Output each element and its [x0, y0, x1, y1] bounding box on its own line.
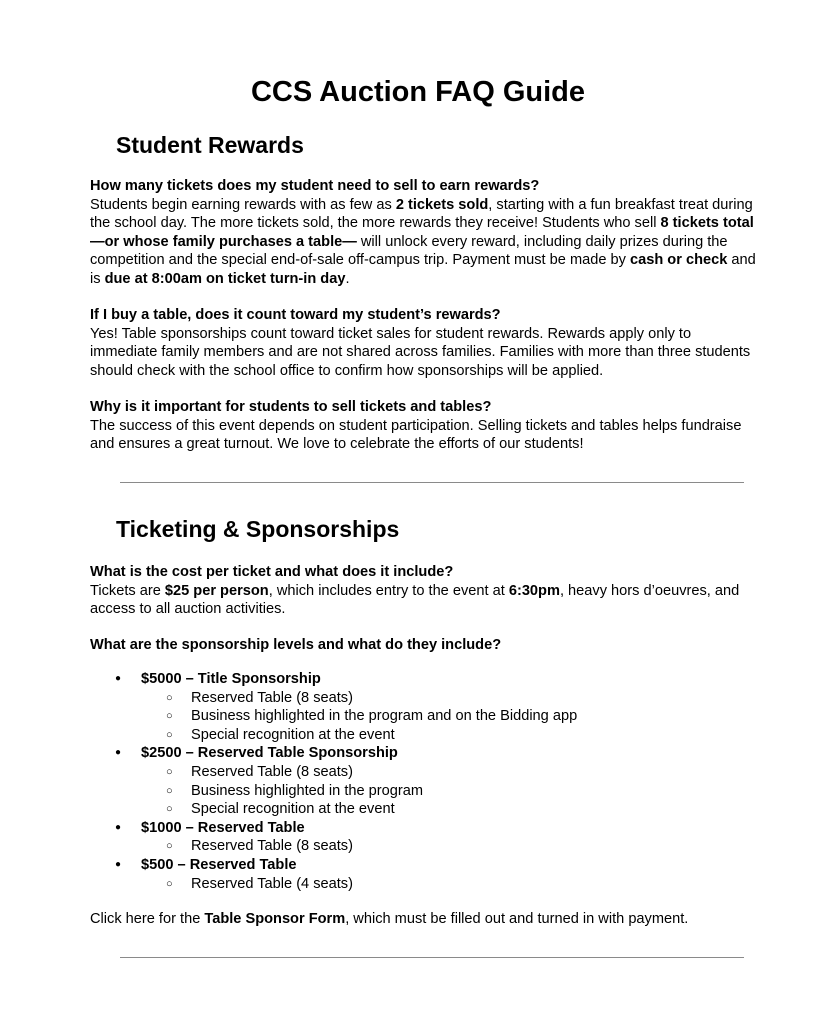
sponsorship-benefit: ○ Reserved Table (8 seats): [90, 763, 760, 782]
sponsorship-benefit: ○ Reserved Table (8 seats): [90, 689, 760, 708]
note-text: Click here for the: [90, 911, 205, 927]
faq-item: [90, 398, 760, 454]
sponsorship-benefit: ○ Reserved Table (8 seats): [90, 837, 760, 856]
note-text: , which must be filled out and turned in with payment.: [345, 911, 689, 927]
answer-text: .: [345, 270, 350, 287]
sponsorship-level: ● $2500 – Reserved Table Sponsorship: [90, 744, 760, 763]
section-heading-student-rewards: Student Rewards: [116, 132, 304, 158]
answer-text: Students begin earning rewards with as few as: [90, 196, 396, 213]
sponsorship-level: ● $1000 – Reserved Table: [90, 819, 760, 838]
sponsorship-benefit: ○ Reserved Table (4 seats): [90, 875, 760, 894]
sponsorship-benefit: ○ Special recognition at the event: [90, 800, 760, 819]
answer-text: Tickets are: [90, 582, 165, 599]
faq-question: What is the cost per ticket and what does it include?: [90, 564, 454, 580]
sponsorship-benefit: ○ Business highlighted in the program and on the Bidding app: [90, 707, 760, 726]
sponsorship-level: ● $500 – Reserved Table: [90, 856, 760, 875]
sponsorship-level: ● $5000 – Title Sponsorship: [90, 670, 760, 689]
faq-answer: [90, 582, 760, 619]
faq-question: What are the sponsorship levels and what do they include?: [90, 637, 502, 653]
answer-text: , heavy hors d’oeuvres, and access to all auction activities.: [90, 582, 740, 618]
answer-text: , which includes entry to the event at: [268, 582, 509, 599]
answer-bold: 6:30pm: [508, 582, 560, 599]
faq-question: Why is it important for students to sell tickets and tables?: [90, 399, 492, 415]
answer-bold: cash or check: [629, 252, 728, 269]
faq-item: [90, 306, 760, 380]
answer-text: will unlock every reward, including daily prizes during the competition and the special end-of-sale off-campus trip. Payment must be made by: [90, 233, 728, 269]
faq-item: [90, 177, 760, 289]
faq-answer: Yes! Table sponsorships count toward ticket sales for student rewards. Rewards apply only to immediate family members and are not shared across families. Families with more than three students should check with the school office to confirm how sponsorships will be applied.: [90, 325, 751, 379]
section-divider: [120, 482, 744, 483]
sponsorship-levels-list: [90, 670, 760, 893]
sponsorship-benefit: ○ Special recognition at the event: [90, 726, 760, 745]
faq-question: How many tickets does my student need to sell to earn rewards?: [90, 178, 540, 194]
answer-bold: due at 8:00am on ticket turn-in day: [104, 270, 346, 287]
faq-item: [90, 563, 760, 619]
table-sponsor-form-link[interactable]: Table Sponsor Form: [204, 911, 346, 927]
page-title: CCS Auction FAQ Guide: [250, 76, 586, 108]
answer-text: , starting with a fun breakfast treat during the school day. The more tickets sold, the more rewards they receive! Students who sell: [90, 196, 753, 232]
answer-bold: $25 per person: [164, 582, 269, 599]
answer-bold: 2 tickets sold: [395, 196, 489, 213]
answer-bold: 8 tickets total—or whose family purchases a table—: [90, 215, 754, 250]
section-divider: [120, 957, 744, 958]
faq-question: If I buy a table, does it count toward my student’s rewards?: [90, 307, 501, 323]
sponsorship-benefit: ○ Business highlighted in the program: [90, 782, 760, 801]
faq-answer: [90, 196, 760, 289]
answer-text: and is: [90, 252, 756, 287]
faq-answer: The success of this event depends on student participation. Selling tickets and tables helps fundraise and ensures a great turnout. We love to celebrate the efforts of our students!: [90, 417, 742, 453]
sponsor-form-note: [90, 910, 760, 929]
section-heading-ticketing: Ticketing & Sponsorships: [116, 516, 400, 542]
